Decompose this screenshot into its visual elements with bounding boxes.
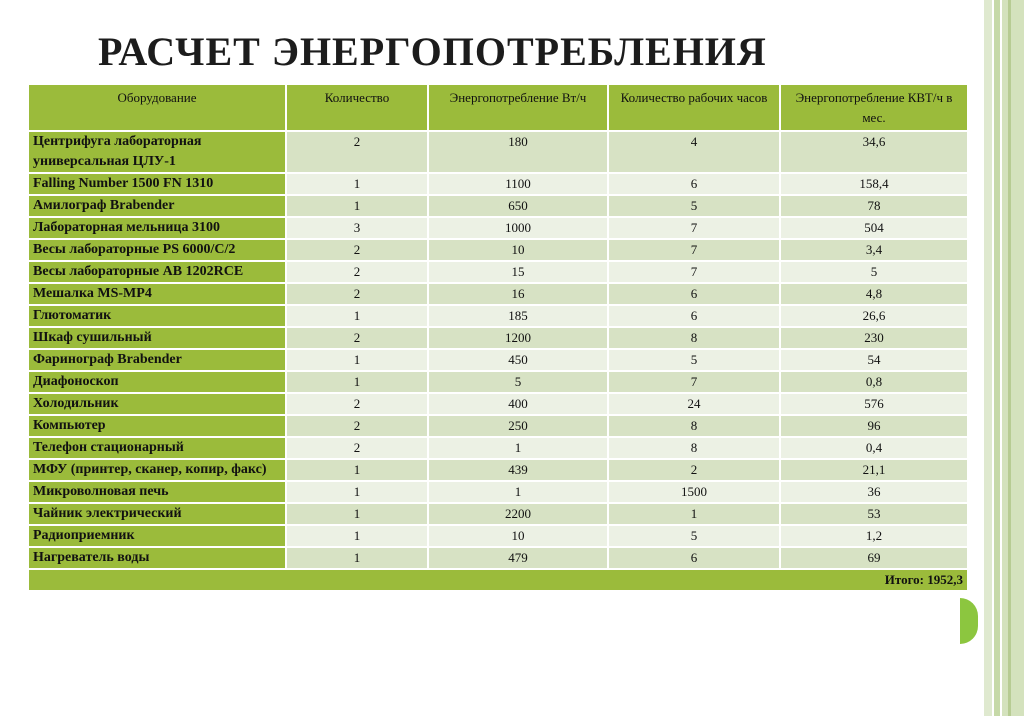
equipment-cell: Микроволновая печь [28,481,286,503]
slide-title: РАСЧЕТ ЭНЕРГОПОТРЕБЛЕНИЯ [98,29,767,74]
power-cell: 2200 [428,503,608,525]
quantity-cell: 2 [286,131,428,173]
power-cell: 450 [428,349,608,371]
kwh-cell: 5 [780,261,968,283]
equipment-cell: Диафоноскоп [28,371,286,393]
hours-cell: 6 [608,547,780,569]
table-row [28,131,968,173]
table-row [28,415,968,437]
kwh-cell: 96 [780,415,968,437]
kwh-cell: 230 [780,327,968,349]
quantity-cell: 1 [286,195,428,217]
quantity-cell: 2 [286,283,428,305]
table-row [28,261,968,283]
stripe [1002,0,1024,716]
quantity-cell: 1 [286,305,428,327]
power-cell: 15 [428,261,608,283]
kwh-cell: 34,6 [780,131,968,173]
table-row [28,327,968,349]
hours-cell: 5 [608,525,780,547]
power-cell: 439 [428,459,608,481]
header-kwh: Энергопотребление КВТ/ч в мес. [780,84,968,131]
hours-cell: 2 [608,459,780,481]
table-row [28,305,968,327]
kwh-cell: 576 [780,393,968,415]
quantity-cell: 2 [286,415,428,437]
hours-cell: 7 [608,371,780,393]
power-cell: 1 [428,437,608,459]
hours-cell: 8 [608,327,780,349]
table-row [28,547,968,569]
kwh-cell: 54 [780,349,968,371]
quantity-cell: 1 [286,459,428,481]
power-cell: 1 [428,481,608,503]
equipment-cell: Нагреватель воды [28,547,286,569]
kwh-cell: 53 [780,503,968,525]
table-body [28,131,968,569]
table-row [28,217,968,239]
equipment-cell: Холодильник [28,393,286,415]
power-cell: 1100 [428,173,608,195]
quantity-cell: 2 [286,261,428,283]
hours-cell: 8 [608,415,780,437]
hours-cell: 8 [608,437,780,459]
equipment-cell: Компьютер [28,415,286,437]
quantity-cell: 1 [286,349,428,371]
quantity-cell: 3 [286,217,428,239]
hours-cell: 6 [608,173,780,195]
table-row [28,283,968,305]
decorative-stripes [984,0,1024,716]
quantity-cell: 1 [286,371,428,393]
table-row [28,393,968,415]
power-cell: 16 [428,283,608,305]
power-cell: 185 [428,305,608,327]
accent-shape [960,598,978,644]
hours-cell: 7 [608,217,780,239]
kwh-cell: 3,4 [780,239,968,261]
power-cell: 10 [428,525,608,547]
equipment-cell: Весы лабораторные AB 1202RCE [28,261,286,283]
table-row [28,195,968,217]
quantity-cell: 1 [286,525,428,547]
quantity-cell: 1 [286,503,428,525]
table-row [28,173,968,195]
power-cell: 1000 [428,217,608,239]
equipment-cell: Амилограф Brabender [28,195,286,217]
equipment-cell: Шкаф сушильный [28,327,286,349]
quantity-cell: 1 [286,547,428,569]
hours-cell: 7 [608,261,780,283]
equipment-cell: Весы лабораторные PS 6000/C/2 [28,239,286,261]
quantity-cell: 1 [286,173,428,195]
quantity-cell: 2 [286,437,428,459]
power-cell: 479 [428,547,608,569]
table-row [28,371,968,393]
kwh-cell: 504 [780,217,968,239]
hours-cell: 5 [608,195,780,217]
quantity-cell: 2 [286,239,428,261]
kwh-cell: 4,8 [780,283,968,305]
power-cell: 400 [428,393,608,415]
hours-cell: 6 [608,305,780,327]
quantity-cell: 2 [286,327,428,349]
table-row [28,239,968,261]
hours-cell: 1500 [608,481,780,503]
power-cell: 180 [428,131,608,173]
quantity-cell: 2 [286,393,428,415]
total-value: Итого: 1952,3 [28,569,968,591]
hours-cell: 6 [608,283,780,305]
kwh-cell: 36 [780,481,968,503]
quantity-cell: 1 [286,481,428,503]
kwh-cell: 158,4 [780,173,968,195]
power-cell: 250 [428,415,608,437]
table-row [28,459,968,481]
equipment-cell: МФУ (принтер, сканер, копир, факс) [28,459,286,481]
energy-table [27,83,969,592]
kwh-cell: 21,1 [780,459,968,481]
stripe [994,0,1000,716]
header-hours: Количество рабочих часов [608,84,780,131]
equipment-cell: Falling Number 1500 FN 1310 [28,173,286,195]
kwh-cell: 1,2 [780,525,968,547]
kwh-cell: 69 [780,547,968,569]
power-cell: 10 [428,239,608,261]
equipment-cell: Телефон стационарный [28,437,286,459]
equipment-cell: Лабораторная мельница 3100 [28,217,286,239]
total-row [28,569,968,591]
table-row [28,481,968,503]
hours-cell: 7 [608,239,780,261]
kwh-cell: 78 [780,195,968,217]
kwh-cell: 26,6 [780,305,968,327]
stripe [984,0,992,716]
power-cell: 5 [428,371,608,393]
equipment-cell: Мешалка MS-MP4 [28,283,286,305]
equipment-cell: Радиоприемник [28,525,286,547]
table-row [28,503,968,525]
table-row [28,525,968,547]
hours-cell: 1 [608,503,780,525]
equipment-cell: Чайник электрический [28,503,286,525]
hours-cell: 24 [608,393,780,415]
header-quantity: Количество [286,84,428,131]
header-equipment: Оборудование [28,84,286,131]
equipment-cell: Фаринограф Brabender [28,349,286,371]
table-row [28,349,968,371]
equipment-cell: Центрифуга лабораторная универсальная ЦЛУ-1 [28,131,286,173]
kwh-cell: 0,4 [780,437,968,459]
equipment-cell: Глютоматик [28,305,286,327]
table-header-row [28,84,968,131]
table-row [28,437,968,459]
header-power: Энергопотребление Вт/ч [428,84,608,131]
power-cell: 650 [428,195,608,217]
kwh-cell: 0,8 [780,371,968,393]
stripe [1008,0,1011,716]
power-cell: 1200 [428,327,608,349]
hours-cell: 4 [608,131,780,173]
hours-cell: 5 [608,349,780,371]
